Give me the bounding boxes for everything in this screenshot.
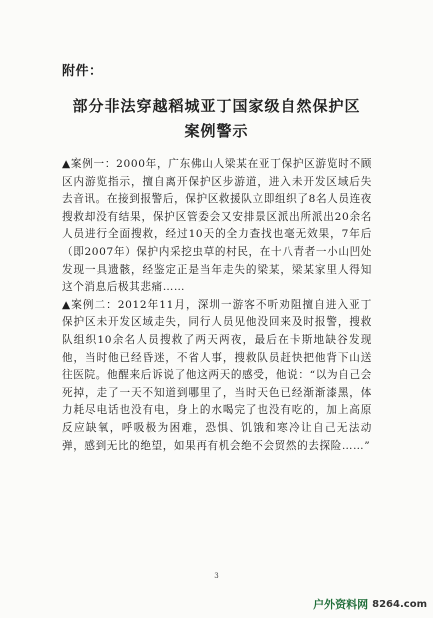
case-paragraph-2 bbox=[62, 297, 372, 455]
page-number: 3 bbox=[214, 572, 219, 580]
site-watermark bbox=[313, 596, 427, 612]
case-2-text: ▲案例二：2012年11月，深圳一游客不听劝阻擅自进入亚丁保护区未开发区域走失，同行人员见他没回来及时报警，搜救队组织10余名人员搜救了两天两夜，最后在卡斯地缺谷发现他，当时他已经昏迷，不省人事，搜救队员赶快把他背下山送往医院。他醒来后诉说了他这两天的感受，他说：“以为自己会死掉，走了一天不知道到哪里了，当时天色已经渐渐漆黑，体力耗尽电话也没有电，身上的水喝完了也没有吃的，加上高原反应缺氧，呼吸极为困难，恐惧、饥饿和寒冷让自己无法动弹，感到无比的绝望，如果再有机会绝不会贸然的去探险……” bbox=[62, 298, 372, 452]
document-title-line2: 案例警示 bbox=[184, 122, 249, 140]
document-title-line1: 部分非法穿越稻城亚丁国家级自然保护区 bbox=[72, 97, 361, 115]
case-paragraph-1 bbox=[62, 156, 372, 297]
document-body bbox=[62, 156, 372, 455]
watermark-site-name: 户外资料网 bbox=[313, 598, 369, 611]
watermark-domain: 8264.com bbox=[372, 598, 427, 610]
attachment-label: 附件： bbox=[62, 64, 103, 79]
case-1-text: ▲案例一：2000年，广东佛山人梁某在亚丁保护区游览时不顾区内游览指示，擅自离开保护区步游道，进入未开发区域后失去音讯。在接到报警后，保护区救援队立即组织了8名人员连夜搜救却没有结果，保护区管委会又安排景区派出所派出20余名人员进行全面搜救，经过10天的全力查找也毫无效果，7年后（即2007年）保护内采挖虫草的村民，在十八青者一小山凹处发现一具遗骸，经鉴定正是当年走失的梁某，梁某家里人得知这个消息后极其悲痛…… bbox=[62, 158, 372, 294]
